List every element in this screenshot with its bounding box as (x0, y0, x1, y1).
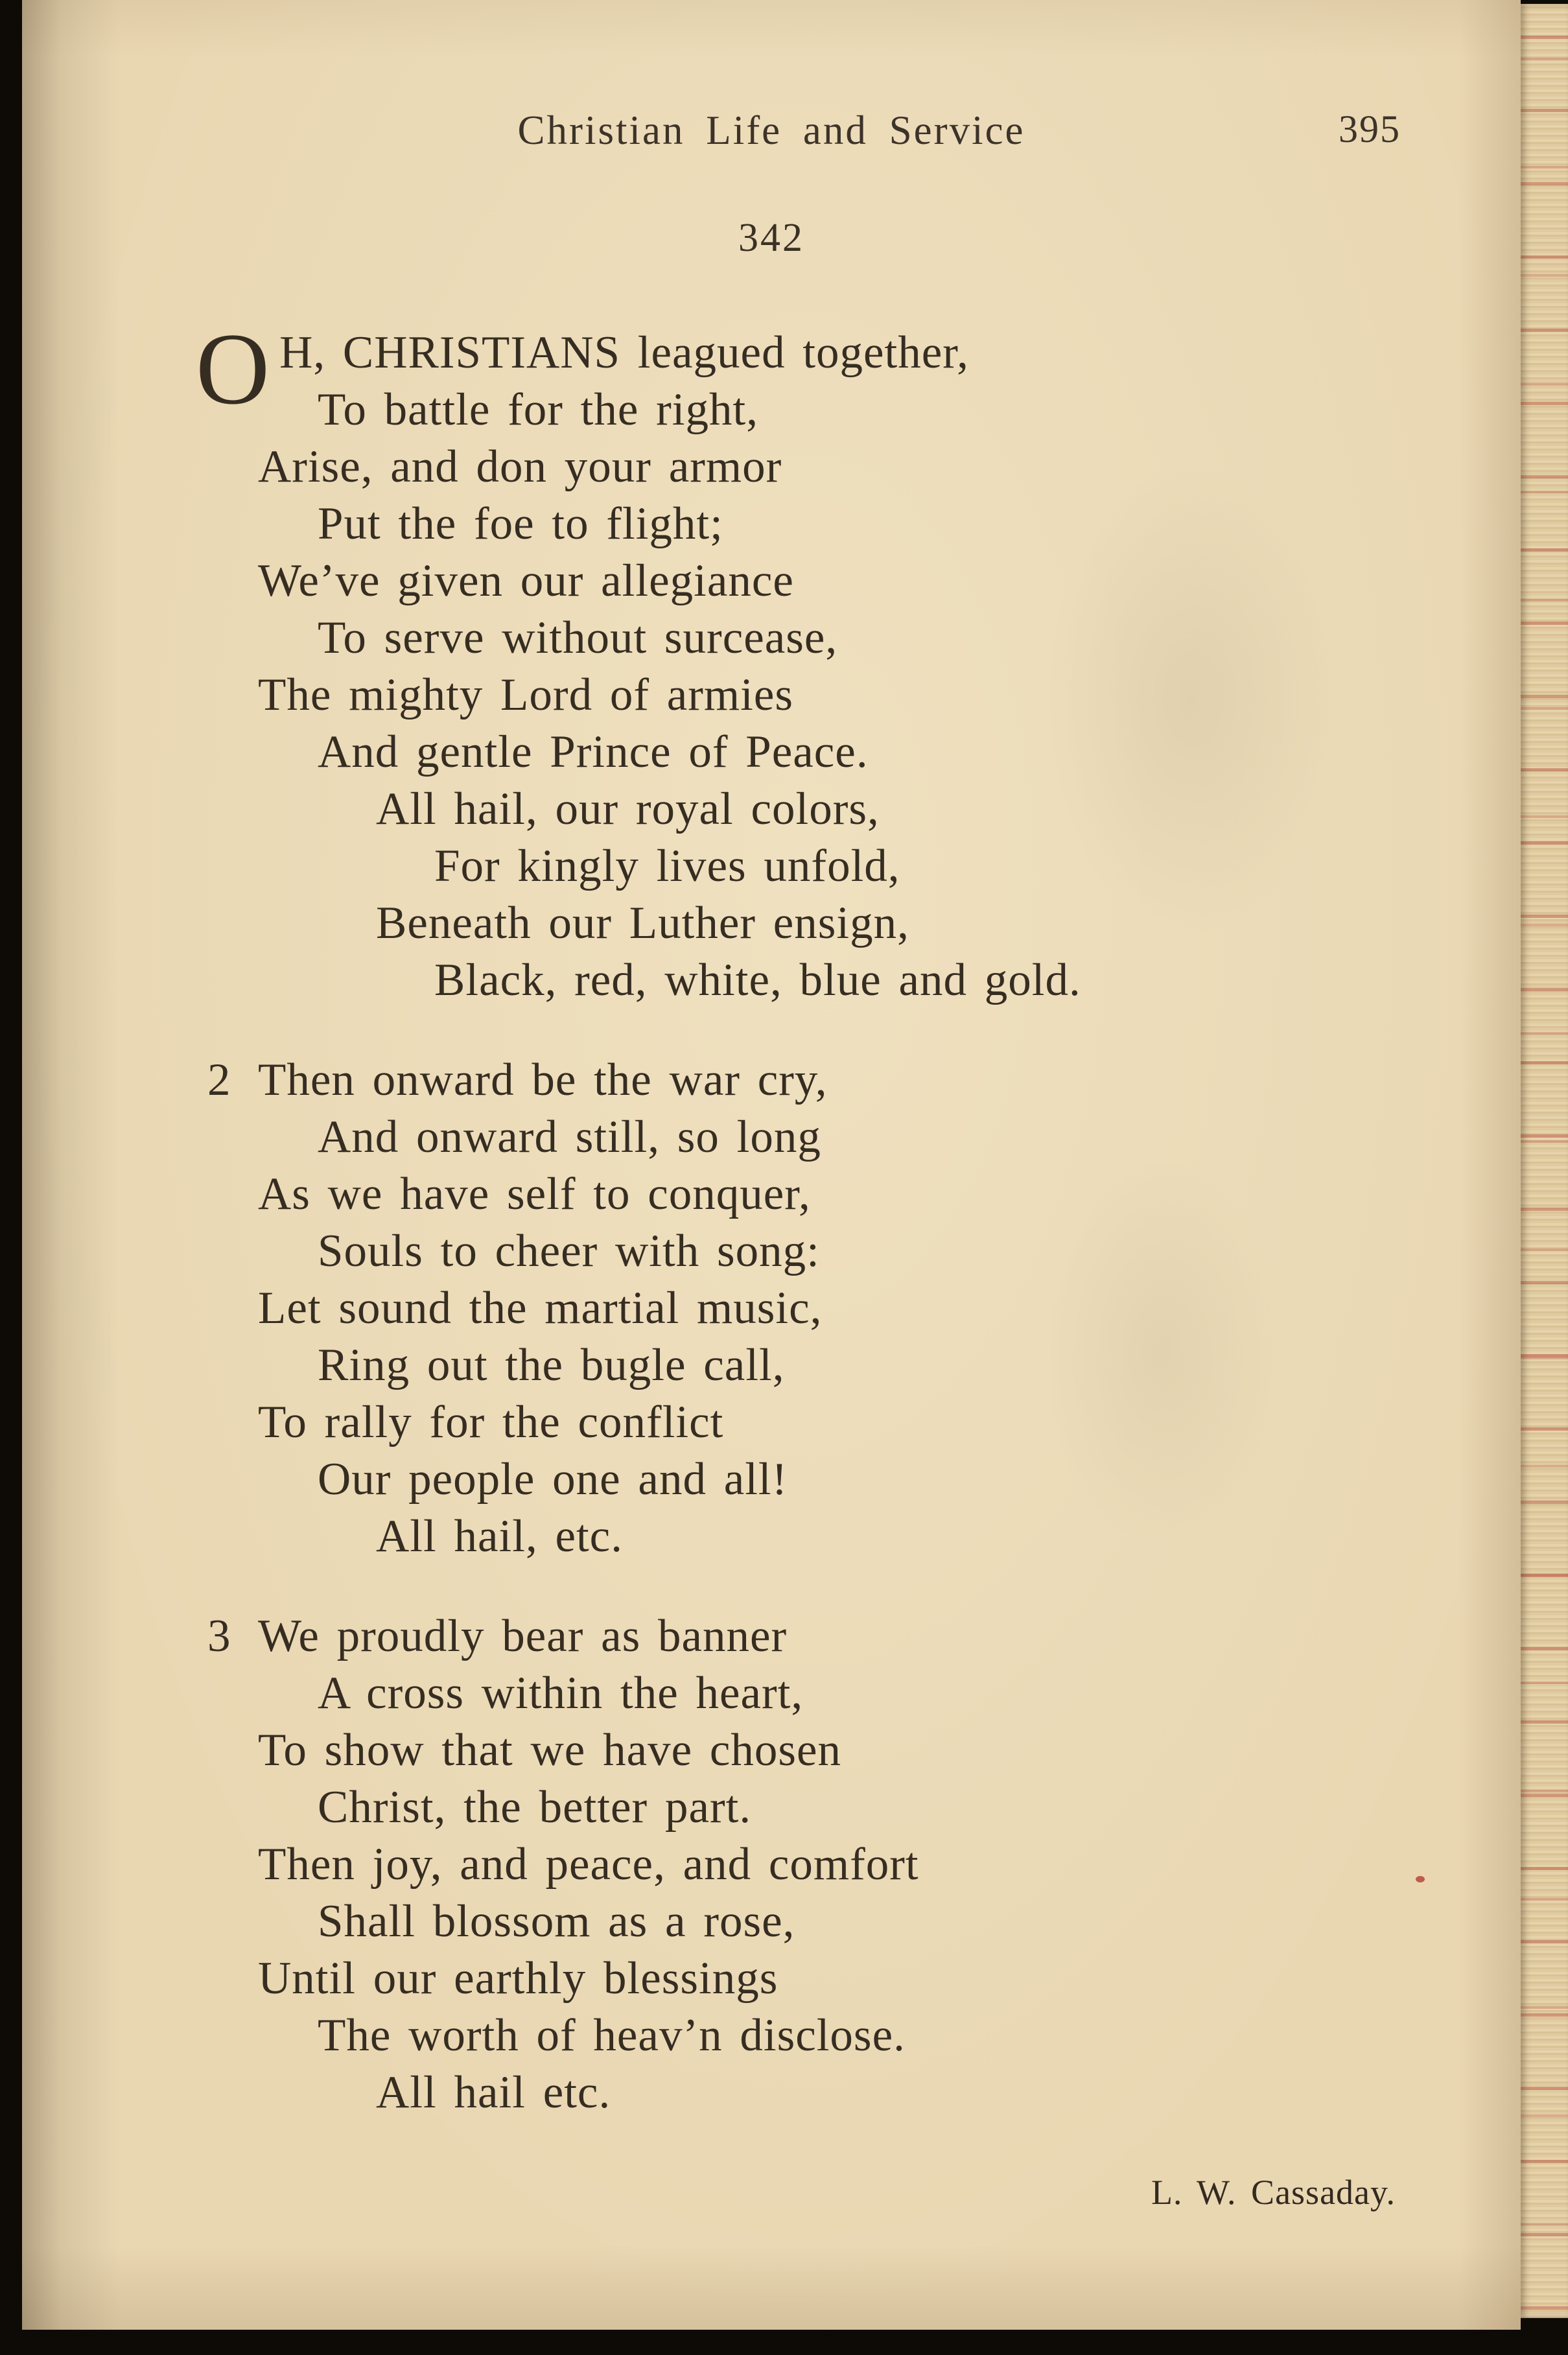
page-header (22, 107, 1521, 165)
verse-line: Christ, the better part. (318, 1782, 752, 1833)
verse-line: To rally for the conflict (258, 1397, 724, 1447)
verse-number: 2 (207, 1055, 231, 1105)
verse-line: Let sound the martial music, (258, 1283, 823, 1333)
verse-line: Put the foe to flight; (318, 498, 723, 549)
verse-line: Ring out the bugle call, (318, 1340, 785, 1390)
verse-line: All hail etc. (376, 2067, 611, 2118)
verse-line: Beneath our Luther ensign, (376, 898, 909, 948)
verse-line (207, 1608, 1431, 1665)
verse-line: We’ve given our allegiance (258, 556, 794, 606)
verse-line: To serve without surcease, (318, 613, 838, 663)
section-title: Christian Life and Service (517, 108, 1025, 153)
verse-3 (207, 1608, 1431, 2121)
page-number: 395 (1339, 108, 1401, 150)
drop-cap: O (196, 312, 271, 426)
verse-line: For kingly lives unfold, (434, 841, 900, 891)
verse-line: As we have self to conquer, (258, 1169, 811, 1219)
verse-line: A cross within the heart, (318, 1668, 804, 1718)
verse-line: All hail, our royal colors, (376, 784, 880, 834)
verse-line: To show that we have chosen (258, 1725, 842, 1775)
verse-line: And gentle Prince of Peace. (318, 727, 869, 777)
book-page (22, 0, 1521, 2330)
verse-line: Souls to cheer with song: (318, 1226, 820, 1276)
verse-line-text: We proudly bear as banner (258, 1611, 788, 1661)
verse-line: Until our earthly blessings (258, 1953, 778, 2004)
verse-line: Arise, and don your armor (258, 441, 782, 492)
verse-line: The worth of heav’n disclose. (318, 2010, 906, 2061)
ink-speck (1416, 1876, 1425, 1882)
verse-line: Black, red, white, blue and gold. (434, 955, 1081, 1005)
hymn-body (196, 312, 1431, 2221)
verse-1 (196, 312, 1431, 1009)
verse-line: To battle for the right, (318, 384, 758, 435)
page-edges (1521, 4, 1568, 2318)
verse-line: And onward still, so long (318, 1112, 821, 1162)
verse-line: All hail, etc. (376, 1511, 623, 1562)
verse-line-text: Then onward be the war cry, (258, 1055, 828, 1105)
verse-line (207, 1051, 1431, 1108)
hymn-number: 342 (738, 216, 804, 260)
verse-line: The mighty Lord of armies (258, 670, 793, 720)
verse-line: Then joy, and peace, and comfort (258, 1839, 919, 1890)
verse-line: H, CHRISTIANS leagued together, (279, 327, 969, 378)
author-attribution: L. W. Cassaday. (1151, 2173, 1396, 2212)
verse-2 (207, 1051, 1431, 1565)
verse-line: Our people one and all! (318, 1454, 788, 1505)
verse-line: Shall blossom as a rose, (318, 1896, 795, 1947)
verse-number: 3 (207, 1611, 231, 1661)
